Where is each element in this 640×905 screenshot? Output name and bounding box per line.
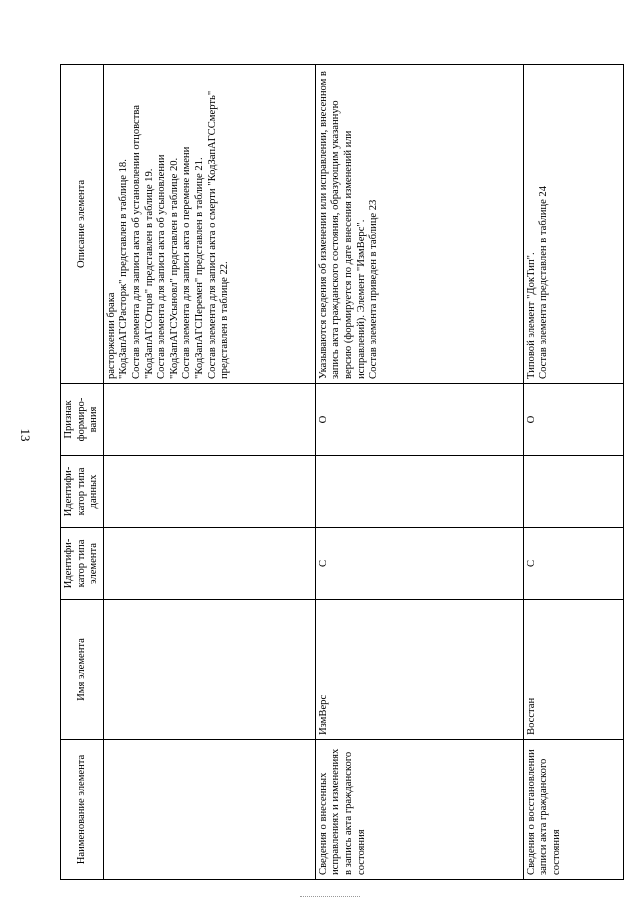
cell-formation-flag: О [523, 384, 623, 456]
description-line: "КодЗапАГСРасторж" представлен в таблице 18. [118, 159, 130, 379]
cell-data-type-id [103, 456, 315, 528]
header-element-name: Имя элемента [61, 600, 104, 740]
description-line: расторжении брака [105, 292, 117, 379]
description-line: Состав элемента для записи акта об усыновлении "КодЗапАГСУсыновл" представлен в таблице 20. [156, 154, 180, 379]
cell-formation-flag [103, 384, 315, 456]
cell-element-type-id: С [315, 528, 523, 600]
cell-data-type-id [315, 456, 523, 528]
description-line: Указываются сведения об изменении или исправлении, внесенном в запись акта гражданского состояния, образующим указанную версию (формируется по дате внесения изменений или исправлений). Элемент "ИзмВерс". [317, 71, 367, 379]
table-row [103, 65, 315, 880]
header-formation-flag: Признак формиро-вания [61, 384, 104, 456]
cell-element-title [103, 740, 315, 880]
description-line: Состав элемента приведен в таблице 23 [368, 199, 380, 379]
cell-element-title: Сведения о восстановлении записи акта гражданского состояния [523, 740, 623, 880]
description-line: Состав элемента для записи акта о перемене имени "КодЗапАГСПеремен" представлен в таблице 21. [181, 146, 205, 379]
description-line: Состав элемента для записи акта об установлении отцовства [130, 105, 142, 379]
header-element-type-id: Идентифи-катор типа элемента [61, 528, 104, 600]
cell-element-description [315, 65, 523, 384]
header-element-title: Наименование элемента [61, 740, 104, 880]
cell-data-type-id [523, 456, 623, 528]
elements-table [60, 64, 624, 880]
header-data-type-id: Идентифи-катор типа данных [61, 456, 104, 528]
cell-formation-flag: О [315, 384, 523, 456]
cell-element-name: Восстан [523, 600, 623, 740]
description-line: Состав элемента для записи акта о смерти "КодЗапАГССмерть" представлен в таблице 22. [206, 90, 231, 379]
description-line: "КодЗапАГСОтцов" представлен в таблице 19. [143, 168, 155, 379]
description-line: Типовой элемент "ДокТип". [525, 252, 537, 379]
cell-element-name [103, 600, 315, 740]
table-header-row [61, 65, 104, 880]
table-row [315, 65, 523, 880]
cell-element-description [103, 65, 315, 384]
cell-element-name: ИзмВерс [315, 600, 523, 740]
cell-element-description [523, 65, 623, 384]
rotated-table-container [60, 65, 620, 880]
header-element-description: Описание элемента [61, 65, 104, 384]
scan-artifact-divider [300, 896, 360, 899]
table-row [523, 65, 623, 880]
cell-element-title: Сведения о внесенных исправлениях и изменениях в запись акта гражданского состояния [315, 740, 523, 880]
page-number: 13 [18, 428, 33, 442]
description-line: Состав элемента представлен в таблице 24 [538, 185, 550, 379]
cell-element-type-id [103, 528, 315, 600]
cell-element-type-id: С [523, 528, 623, 600]
